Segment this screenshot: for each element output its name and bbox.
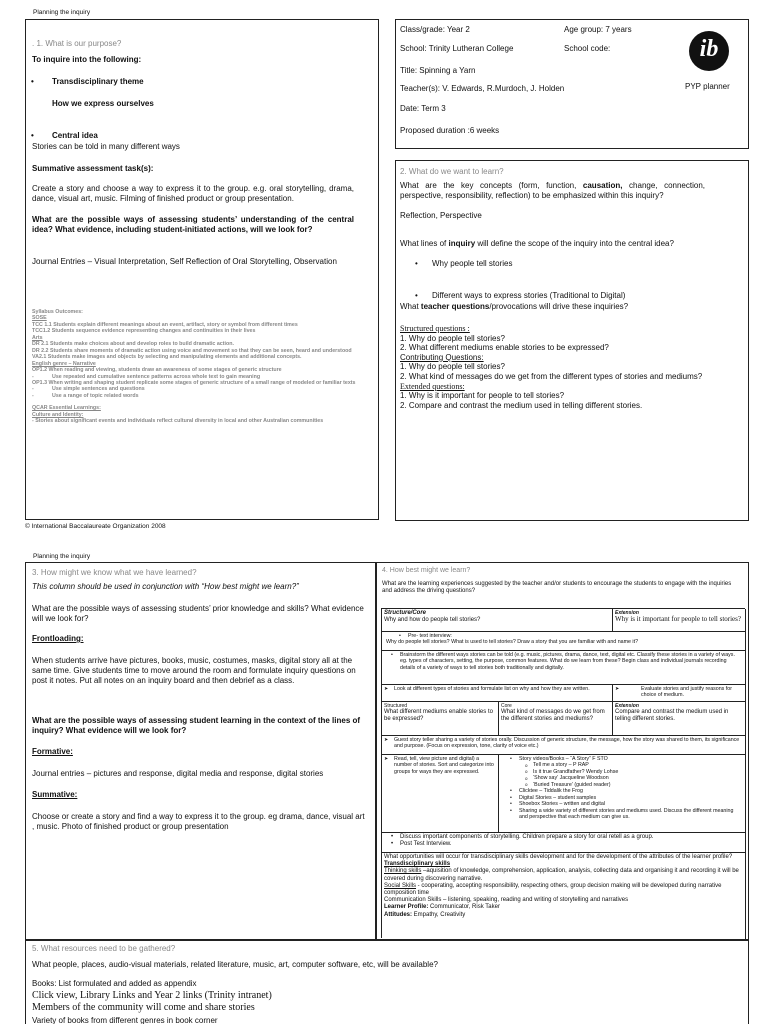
date: Date: Term 3	[400, 104, 446, 113]
evaluate-cell	[613, 685, 746, 702]
prior-question: What are the possible ways of assessing students’ prior knowledge and skills? What evidence will we look for?	[32, 604, 364, 623]
know-title: 3. How might we know what we have learned?	[32, 568, 197, 577]
va21: VA2.1 Students make images and objects by selecting and manipulating elements and additional concepts.	[32, 354, 302, 361]
structured-cell	[382, 702, 499, 736]
extension-cell-2	[613, 702, 746, 736]
resources-members: Members of the community will come and share stories	[32, 1002, 255, 1013]
lookat-text: ➤ Look at different types of stories and formulate list on why and how they are written.	[384, 686, 610, 692]
shoebox-stories: • Shoebox Stories – written and digital	[509, 801, 743, 807]
lookat-cell	[382, 685, 613, 702]
discuss-text: • Discuss important components of storytelling. Children prepare a story for oral retell as a group.	[390, 834, 743, 841]
journal-text: Journal Entries – Visual Interpretation, Self Reflection of Oral Storytelling, Observation	[32, 257, 337, 266]
culture-text: - Stories about significant events and individuals reflect cultural diversity in local and other Australian communities	[32, 418, 324, 425]
structured-label: Structured questions :	[400, 324, 470, 333]
teacher-questions: What teacher questions/provocations will drive these inquiries?	[400, 302, 629, 311]
post-test: • Post Test Interview.	[390, 841, 743, 848]
arts-label: Arts	[32, 334, 43, 341]
culture-label: Culture and Identity:	[32, 411, 84, 418]
teachers: Teacher(s): V. Edwards, R.Murdoch, J. Holden	[400, 84, 565, 93]
sq1: 1. Why do people tell stories?	[400, 333, 505, 343]
theme-bullet: • Transdisciplinary theme	[30, 77, 382, 87]
book-buried: o ‘Buried Treasure’ (guided reader)	[525, 782, 743, 788]
pre-test-text: Why do people tell stories? What is used to tell stories? Draw a story that you are familiar with and name it?	[386, 639, 639, 646]
lines-question: What lines of inquiry will define the scope of the inquiry into the central idea?	[400, 239, 674, 248]
structure-core-label: Structure/Core	[384, 610, 427, 616]
school-name: School: Trinity Lutheran College	[400, 44, 514, 53]
know-section	[25, 562, 376, 940]
page1-header: Planning the inquiry	[33, 9, 91, 16]
extension-text: Why is it important for people to tell stories?	[615, 615, 741, 623]
core-cell	[499, 702, 613, 736]
summative-text: Create a story and choose a way to express it to the group. e.g. oral storytelling, drama, dance, visual art, music. Filming of finished product or group presentation.	[32, 184, 354, 203]
line-of-inquiry-2: • Different ways to express stories (Traditional to Digital)	[414, 291, 766, 301]
best-intro: What are the learning experiences suggested by the teacher and/or students to encourage the students to engage with the inquiries and address the driving questions?	[382, 581, 732, 595]
class-grade: Class/grade: Year 2	[400, 25, 470, 34]
know-note: This column should be used in conjunction with “How best might we learn?”	[32, 582, 299, 591]
structure-core-cell	[382, 609, 613, 632]
ib-logo-text: ib	[699, 36, 719, 62]
read-text: ➤ Read, tell, view picture and digital) a number of stories. Sort and categorize into groups for ways they are expressed.	[384, 756, 496, 775]
extension-label-2: Extension	[615, 703, 639, 709]
video-books: • Story videos/Books – “A Story” F STO	[509, 756, 743, 762]
book-grandfather: o Is it true Grandfather? Wendy Lohse	[525, 769, 743, 775]
school-code: School code:	[564, 44, 611, 53]
books-cell	[499, 755, 746, 833]
extension-label: Extension	[615, 610, 639, 616]
extension-text-2: Compare and contrast the medium used in telling different stories.	[615, 709, 729, 723]
sose-label: SOSE	[32, 315, 47, 322]
formative-label: Formative:	[32, 747, 73, 756]
op13-sub2: Use a range of topic related words	[52, 392, 139, 399]
age-group: Age group: 7 years	[564, 25, 632, 34]
purpose-section	[25, 19, 379, 520]
sq2: 2. What different mediums enable stories to be expressed?	[400, 343, 609, 353]
learner-profile: Learner Profile: Communicator, Risk Taker	[384, 904, 500, 911]
syllabus-title: Syllabus Outcomes:	[32, 309, 83, 315]
extension-cell	[613, 609, 746, 632]
op13-sub1: Use simple sentences and questions	[52, 386, 145, 393]
cq2: 2. What kind of messages do we get from the different types of stories and mediums?	[400, 371, 703, 381]
eq2: 2. Compare and contrast the medium used in telling different stories.	[400, 400, 643, 410]
learn-section	[395, 160, 749, 521]
line-of-inquiry-1: • Why people tell stories	[414, 259, 766, 269]
book-show-say: o ‘Show say’ Jacqueline Woodson	[525, 775, 743, 781]
purpose-title: . 1. What is our purpose?	[32, 39, 122, 48]
page1-footer: © International Baccalaureate Organization 2008	[25, 523, 166, 530]
questions-block	[400, 324, 740, 410]
pre-test-label: • Pre- text interview:	[398, 633, 743, 639]
cq1: 1. Why do people tell stories?	[400, 362, 505, 372]
central-idea-text: Stories can be told in many different ways	[32, 142, 180, 151]
concepts-question: What are the key concepts (form, function, causation, change, connection, perspective, responsibility, reflection) to be emphasized within this inquiry?	[400, 181, 705, 200]
inquire-label: To inquire into the following:	[32, 55, 142, 64]
summative-text-2: Choose or create a story and find a way to express it to the group. eg drama, dance, visual art , music. Photo of finished product or group presentation	[32, 812, 365, 831]
page2-header: Planning the inquiry	[33, 553, 91, 560]
op13: OP1.3 When writing and shaping student replicate some stages of generic structure of a small range of modeled or familiar texts	[32, 379, 356, 386]
op12: OP1.2 When reading and viewing, students draw an awareness of some stages of generic structure	[32, 367, 282, 374]
evaluate-text: ➤ Evaluate stories and justify reasons for choice of medium.	[615, 686, 743, 699]
thinking-skills: Thinking skills –aquisition of knowledge, comprehension, application, analysis, collecting data and organising it and recording it will be covered during discovering narrative.	[384, 868, 739, 882]
assess-question-2: What are the possible ways of assessing student learning in the context of the lines of inquiry? What evidence will we look for?	[32, 716, 361, 735]
core-text: What kind of messages do we get from the different stories and mediums?	[501, 709, 605, 723]
op12-sub: Use repeated and cumulative sentence patterns across whole text to gain meaning	[52, 373, 261, 380]
tcc12: TCC1.2 Students sequence evidence representing changes and continuities in their lives	[32, 328, 256, 335]
resources-title: 5. What resources need to be gathered?	[32, 944, 176, 953]
summative-label: Summative assessment task(s):	[32, 164, 154, 173]
ib-logo	[689, 31, 729, 71]
discuss-cell	[382, 833, 746, 853]
brainstorm-cell	[382, 651, 746, 685]
digital-stories: • Digital Stories – student samples	[509, 795, 743, 801]
book-tell-me: o Tell me a story – P RAP	[525, 762, 743, 768]
brainstorm-text: • Brainstorm the different ways stories can be told (e.g. music, pictures, drama, dance, text, digital etc. Classify these stories in a variety of ways. eg. types of characters, setting, the purpose, common features. What do we learn from these? Begin class and individual journals recording details of a variety of ways to tell stories both traditionally and digitally.	[390, 652, 743, 671]
structured-text: What different mediums enable stories to be expressed?	[384, 709, 493, 723]
best-section	[376, 562, 749, 940]
learning-table	[381, 608, 745, 938]
resources-click: Click view, Library Links and Year 2 links (Trinity intranet)	[32, 990, 272, 1001]
structure-core-text: Why and how do people tell stories?	[384, 617, 481, 624]
dr21: DR 2.1 Students make choices about and develop roles to build dramatic action.	[32, 341, 234, 348]
communication-skills: Communication Skills – listening, speaking, reading and writing of storytelling and narratives	[384, 897, 629, 904]
unit-title: Title: Spinning a Yarn	[400, 66, 476, 75]
assess-question: What are the possible ways of assessing students’ understanding of the central idea? What evidence, including student-initiated actions, will we look for?	[32, 215, 354, 234]
eq1: 1. Why is it important for people to tell stories?	[400, 391, 565, 401]
frontloading-label: Frontloading:	[32, 634, 84, 643]
duration: Proposed duration :6 weeks	[400, 126, 500, 135]
dr22: DR 2.2 Students share moments of dramatic action using voice and movement so that they can be seen, heard and understood	[32, 347, 352, 354]
qcar-label: QCAR Essential Learnings:	[32, 405, 101, 412]
resources-question: What people, places, audio-visual materials, related literature, music, art, computer software, etc, will be available?	[32, 960, 438, 969]
opportunities-question: What opportunities will occur for transdisciplinary skills development and for the development of the attributes of the learner profile?	[384, 854, 733, 860]
learn-title: 2. What do we want to learn?	[400, 167, 504, 176]
best-title: 4. How best might we learn?	[382, 567, 471, 574]
frontloading-text: When students arrive have pictures, books, music, costumes, masks, digital story all at the same time. Give students time to move around the room and formulate inquiry questions on post it notes. Put all notes on an inquiry board and then debrief as a class.	[32, 656, 356, 685]
skills-title: Transdisciplinary skills	[384, 861, 451, 868]
central-idea-bullet: • Central idea	[30, 131, 382, 141]
key-concepts: Reflection, Perspective	[400, 211, 482, 220]
social-skills: Social Skills - cooperating, accepting responsibility, respecting others, group decision making will be developed during narrative composition time	[384, 882, 722, 896]
core-label: Core	[501, 703, 512, 709]
read-cell	[382, 755, 499, 833]
extended-label: Extended questions:	[400, 381, 465, 391]
tcc11: TCC 1.1 Students explain different meanings about an event, artifact, story or symbol from different times	[32, 321, 298, 328]
clicktee: • Clicktee – Tiddalik the Frog	[509, 788, 743, 794]
pyp-planner: PYP planner	[685, 82, 730, 91]
theme-value: How we express ourselves	[52, 99, 154, 108]
attitudes: Attitudes: Empathy, Creativity	[384, 911, 466, 918]
skills-cell	[382, 853, 746, 939]
syllabus-block: Syllabus Outcomes: SOSE TCC 1.1 Students explain different meanings about an event, artifact, story or symbol from different times TCC1.2 Students sequence evidence representing changes and continuities in their lives Arts DR 2.1 Students make choices about and develop roles to build dramatic action. DR 2.2 Students share moments of dramatic action using voice and movement so that they can be seen, heard and understood VA2.1 Students make images and objects by selecting and manipulating elements and additional concepts. English genre – Narrative OP1.2 When reading and viewing, students draw an awareness of some stages of generic structure - Use repeated and cumulative sentence patterns across whole text to gain meaning OP1.3 When writing and shaping student replicate some stages of generic structure of a small range of modeled or familiar texts - Use simple sentences and questions - Use a range of topic related words QCAR Essential Learnings: Culture and Identity: - Stories about significant events and individuals reflect cultural diversity in local and other Australian communities	[32, 309, 366, 425]
info-section	[395, 19, 749, 149]
structured-label-2: Structured	[384, 703, 408, 709]
sharing-stories: • Sharing a wide variety of different stories and mediums used. Discuss the different meaning and perspective that each medium can give us.	[509, 808, 743, 821]
english-genre: English genre – Narrative	[32, 360, 96, 367]
resources-books: Books: List formulated and added as appendix	[32, 979, 197, 988]
guest-cell	[382, 736, 746, 755]
guest-text: ➤ Guest story teller sharing a variety of stories orally. Discussion of generic structure, the message, how the story was shared to them, its significance and purpose. (Focus on expression, tone, clarity of voice etc.)	[384, 737, 743, 750]
summative-label-2: Summative:	[32, 790, 78, 799]
resources-variety: Variety of books from different genres in book corner	[32, 1016, 218, 1024]
formative-text: Journal entries – pictures and response, digital media and response, digital stories	[32, 769, 324, 778]
pre-test-cell	[382, 632, 746, 651]
contributing-label: Contributing Questions:	[400, 352, 484, 362]
resources-section	[25, 940, 749, 1024]
